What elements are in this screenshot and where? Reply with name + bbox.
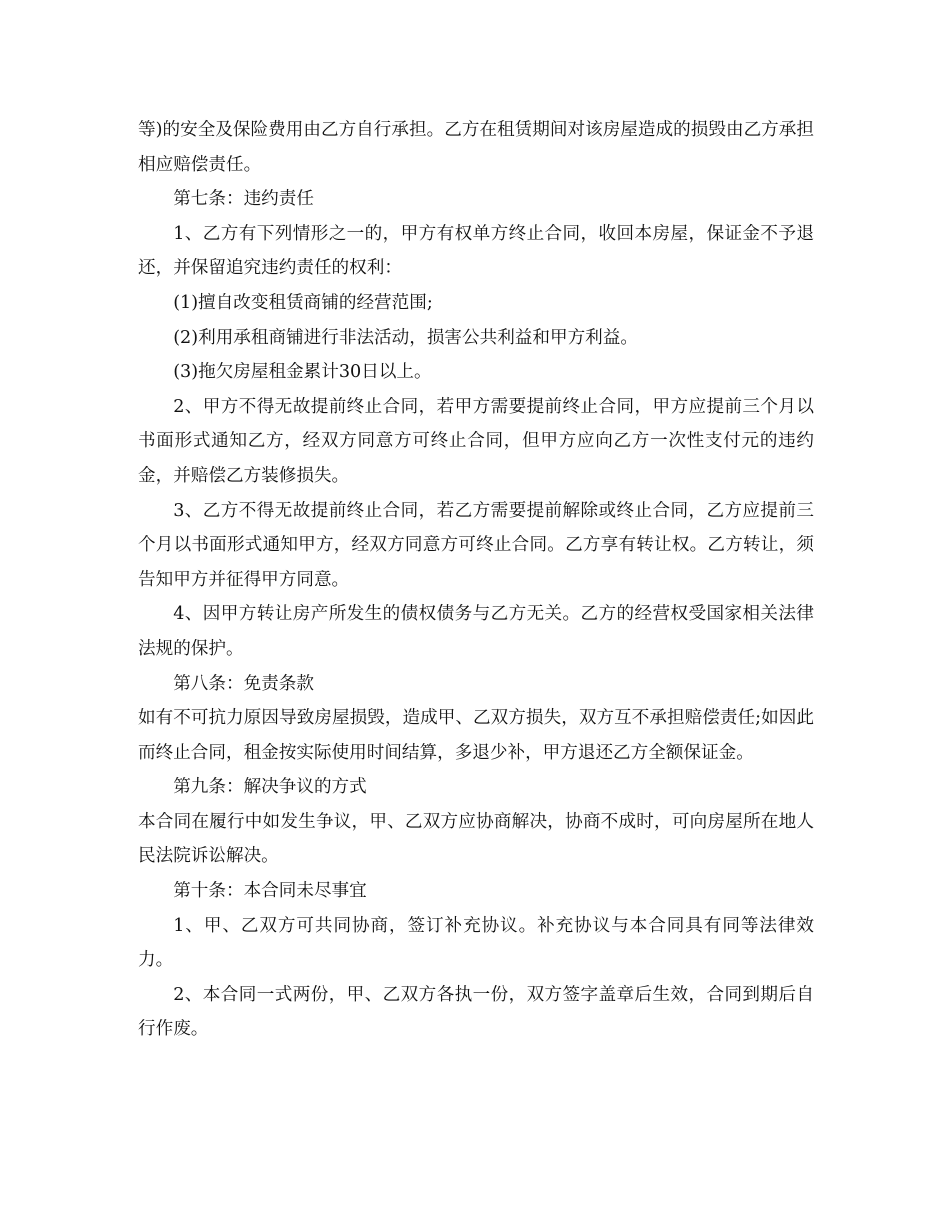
- paragraph-clause-7-2: 2、甲方不得无故提前终止合同，若甲方需要提前终止合同，甲方应提前三个月以书面形式通知乙方，经双方同意方可终止合同，但甲方应向乙方一次性支付元的违约金，并赔偿乙方装修损失。: [138, 396, 814, 486]
- paragraph-article-8-body: 如有不可抗力原因导致房屋损毁，造成甲、乙双方损失，双方互不承担赔偿责任;如因此而终止合同，租金按实际使用时间结算，多退少补，甲方退还乙方全额保证金。: [138, 708, 814, 763]
- section-heading-article-10: 第十条：本合同未尽事宜: [173, 881, 367, 902]
- document-body: [138, 113, 814, 1047]
- paragraph-clause-7-3: 3、乙方不得无故提前终止合同，若乙方需要提前解除或终止合同，乙方应提前三个月以书面形式通知甲方，经双方同意方可终止合同。乙方享有转让权。乙方转让，须告知甲方并征得甲方同意。: [138, 500, 814, 590]
- paragraph-article-9-body: 本合同在履行中如发生争议，甲、乙双方应协商解决，协商不成时，可向房屋所在地人民法院诉讼解决。: [138, 811, 814, 867]
- paragraph-clause-10-1: 1、甲、乙双方可共同协商，签订补充协议。补充协议与本合同具有同等法律效力。: [138, 915, 814, 971]
- paragraph-clause-7-4: 4、因甲方转让房产所发生的债权债务与乙方无关。乙方的经营权受国家相关法律法规的保护。: [138, 604, 814, 659]
- paragraph-clause-7-1-item-2: (2)利用承租商铺进行非法活动，损害公共利益和甲方利益。: [173, 327, 638, 348]
- paragraph-clause-7-1-item-3: (3)拖欠房屋租金累计30日以上。: [173, 362, 432, 383]
- paragraph-continued: 等)的安全及保险费用由乙方自行承担。乙方在租赁期间对该房屋造成的损毁由乙方承担相应赔偿责任。: [138, 120, 814, 175]
- section-heading-article-8: 第八条：免责条款: [173, 673, 314, 694]
- section-heading-article-9: 第九条：解决争议的方式: [173, 777, 367, 798]
- paragraph-clause-7-1: 1、乙方有下列情形之一的，甲方有权单方终止合同，收回本房屋，保证金不予退还，并保留追究违约责任的权利：: [138, 223, 814, 279]
- section-heading-article-7: 第七条：违约责任: [173, 189, 314, 210]
- paragraph-clause-7-1-item-1: (1)擅自改变租赁商铺的经营范围;: [173, 292, 433, 313]
- paragraph-clause-10-2: 2、本合同一式两份，甲、乙双方各执一份，双方签字盖章后生效，合同到期后自行作废。: [138, 984, 814, 1040]
